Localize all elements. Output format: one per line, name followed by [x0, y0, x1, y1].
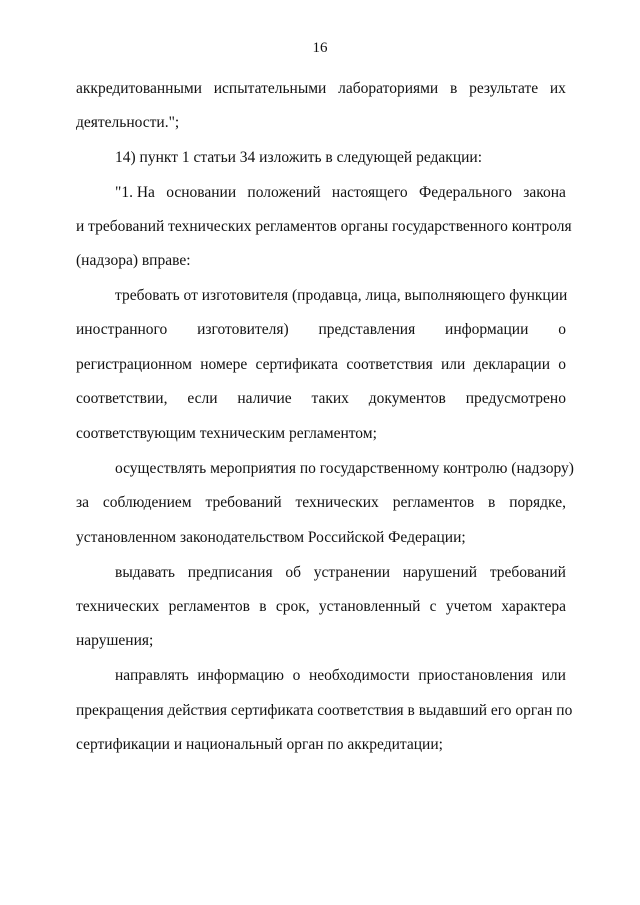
- text-word: результате: [469, 80, 539, 97]
- text-word: если: [187, 390, 218, 407]
- text-line: осуществлять мероприятия по государственному контролю (надзору): [115, 460, 574, 477]
- text-line: [76, 389, 566, 409]
- text-word: или: [541, 667, 566, 684]
- text-word: в: [450, 80, 458, 97]
- text-word: соблюдением: [102, 494, 192, 511]
- text-word: о: [292, 667, 301, 684]
- text-word: регламентов: [168, 598, 250, 615]
- text-word: закона: [523, 184, 566, 201]
- text-word: за: [76, 494, 90, 511]
- text-word: регистрационном: [76, 356, 192, 373]
- text-word: устранении: [313, 564, 391, 581]
- text-word: представления: [318, 321, 416, 338]
- text-line: деятельности.";: [76, 114, 180, 131]
- text-word: регламентов: [392, 494, 475, 511]
- text-word: об: [285, 564, 302, 581]
- text-word: или: [440, 356, 466, 373]
- text-line: сертификации и национальный орган по аккредитации;: [76, 736, 443, 753]
- text-word: основании: [166, 184, 237, 201]
- text-word: номере: [200, 356, 248, 373]
- text-word: таких: [311, 390, 349, 407]
- text-word: "1. На: [115, 184, 155, 201]
- text-word: наличие: [237, 390, 292, 407]
- text-word: положений: [247, 184, 321, 201]
- text-word: соответствия: [346, 356, 433, 373]
- text-word: аккредитованными: [76, 80, 202, 97]
- text-word: их: [549, 80, 566, 97]
- text-word: изготовителя): [197, 321, 289, 338]
- text-word: установленный: [318, 598, 421, 615]
- text-line: соответствующим техническим регламентом;: [76, 425, 377, 442]
- text-word: настоящего: [331, 184, 408, 201]
- text-word: Федерального: [418, 184, 512, 201]
- page-number: 16: [312, 40, 328, 56]
- text-word: предусмотрено: [465, 390, 566, 407]
- text-line: [76, 320, 566, 340]
- text-word: характера: [501, 598, 566, 615]
- text-word: технических: [76, 598, 160, 615]
- text-word: с: [429, 598, 437, 615]
- text-line: [115, 183, 566, 203]
- text-word: порядке,: [509, 494, 566, 511]
- text-word: требований: [205, 494, 282, 511]
- text-line: [76, 597, 566, 617]
- text-line: [76, 493, 566, 513]
- text-word: необходимости: [308, 667, 410, 684]
- text-word: соответствии,: [76, 390, 168, 407]
- text-word: декларации: [473, 356, 550, 373]
- text-line: [115, 666, 566, 686]
- text-word: лабораториями: [338, 80, 439, 97]
- text-word: документов: [368, 390, 446, 407]
- text-word: о: [558, 356, 566, 373]
- text-line: установленном законодательством Российской Федерации;: [76, 529, 466, 546]
- text-word: в: [259, 598, 267, 615]
- text-word: приостановления: [418, 667, 534, 684]
- text-word: информации: [445, 321, 529, 338]
- text-line: требовать от изготовителя (продавца, лица, выполняющего функции: [115, 287, 568, 304]
- text-word: требований: [489, 564, 566, 581]
- text-word: испытательными: [213, 80, 327, 97]
- text-line: (надзора) вправе:: [76, 252, 191, 269]
- text-word: предписания: [187, 564, 273, 581]
- text-line: прекращения действия сертификата соответствия в выдавший его орган по: [76, 702, 573, 719]
- text-line: и требований технических регламентов органы государственного контроля: [76, 218, 572, 235]
- text-word: учетом: [445, 598, 493, 615]
- text-word: направлять: [115, 667, 189, 684]
- text-word: информацию: [197, 667, 284, 684]
- text-word: выдавать: [115, 564, 175, 581]
- text-line: [76, 355, 566, 375]
- text-word: технических: [295, 494, 379, 511]
- text-word: срок,: [275, 598, 310, 615]
- text-word: сертификата: [255, 356, 339, 373]
- text-word: нарушений: [402, 564, 478, 581]
- text-word: иностранного: [76, 321, 168, 338]
- text-line: [76, 79, 566, 99]
- text-line: нарушения;: [76, 632, 154, 649]
- text-line: 14) пункт 1 статьи 34 изложить в следующей редакции:: [115, 149, 483, 166]
- text-word: о: [558, 321, 566, 338]
- text-word: в: [488, 494, 496, 511]
- text-line: [115, 563, 566, 583]
